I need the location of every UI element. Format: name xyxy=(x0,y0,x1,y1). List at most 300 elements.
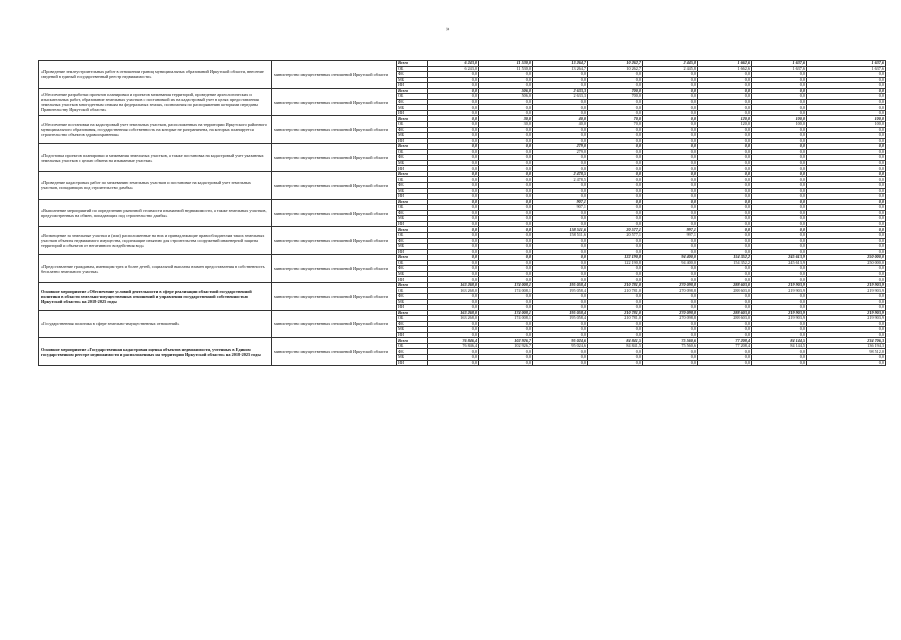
amount-cell: 0,0 xyxy=(807,221,886,227)
amount-cell: 0,0 xyxy=(588,244,643,250)
amount-cell: 0,0 xyxy=(428,354,479,360)
amount-cell: 0,0 xyxy=(588,305,643,311)
amount-cell: 219 903,9 xyxy=(752,288,807,294)
amount-cell: 0,0 xyxy=(698,299,752,305)
amount-cell: 174 008,1 xyxy=(479,288,533,294)
amount-cell: 0,0 xyxy=(698,188,752,194)
amount-cell: 0,0 xyxy=(428,238,479,244)
amount-cell: 0,0 xyxy=(643,327,698,333)
amount-cell: 0,0 xyxy=(588,321,643,327)
amount-cell: 174 008,1 xyxy=(479,316,533,322)
amount-cell: 0,0 xyxy=(533,238,588,244)
amount-cell: 163 268,0 xyxy=(428,316,479,322)
amount-cell: 0,0 xyxy=(698,138,752,144)
amount-cell: 0,0 xyxy=(807,110,886,116)
amount-cell: 0,0 xyxy=(588,349,643,355)
amount-cell: 0,0 xyxy=(479,260,533,266)
amount-cell: 77 208,4 xyxy=(698,338,752,344)
responsible-executor: министерство имущественных отношений Иркутской области xyxy=(272,255,397,283)
amount-cell: 270 098,8 xyxy=(643,288,698,294)
amount-cell: 0,0 xyxy=(533,138,588,144)
funding-source: МБ xyxy=(397,299,428,305)
amount-cell: 0,0 xyxy=(807,293,886,299)
funding-source: ИИ xyxy=(397,83,428,89)
amount-cell: 0,0 xyxy=(479,138,533,144)
responsible-executor: министерство имущественных отношений Иркутской области xyxy=(272,88,397,116)
amount-cell: 0,0 xyxy=(698,305,752,311)
funding-source: МБ xyxy=(397,244,428,250)
amount-cell: 0,0 xyxy=(643,83,698,89)
amount-cell: 0,0 xyxy=(533,216,588,222)
amount-cell: 76 846,4 xyxy=(428,343,479,349)
funding-source: Всего xyxy=(397,282,428,288)
measure-description: «Государственная политика в сфере земельно-имущественных отношений» xyxy=(39,310,272,338)
funding-source: ИИ xyxy=(397,194,428,200)
amount-cell: 0,0 xyxy=(643,155,698,161)
amount-cell: 0,0 xyxy=(698,244,752,250)
amount-cell: 120,0 xyxy=(698,116,752,122)
amount-cell: 0,0 xyxy=(643,216,698,222)
amount-cell: 0,0 xyxy=(428,199,479,205)
amount-cell: 0,0 xyxy=(428,360,479,366)
amount-cell: 0,0 xyxy=(479,232,533,238)
amount-cell: 0,0 xyxy=(428,99,479,105)
amount-cell: 0,0 xyxy=(588,188,643,194)
amount-cell: 0,0 xyxy=(643,171,698,177)
amount-cell: 11 530,0 xyxy=(479,66,533,72)
amount-cell: 0,0 xyxy=(807,244,886,250)
amount-cell: 0,0 xyxy=(588,171,643,177)
amount-cell: 997,1 xyxy=(643,227,698,233)
funding-source: Всего xyxy=(397,338,428,344)
amount-cell: 0,0 xyxy=(807,171,886,177)
amount-cell: 0,0 xyxy=(428,327,479,333)
funding-source: Всего xyxy=(397,116,428,122)
amount-cell: 0,0 xyxy=(752,205,807,211)
amount-cell: 0,0 xyxy=(588,138,643,144)
amount-cell: 0,0 xyxy=(428,299,479,305)
amount-cell: 0,0 xyxy=(588,160,643,166)
amount-cell: 0,0 xyxy=(643,210,698,216)
amount-cell: 0,0 xyxy=(807,227,886,233)
amount-cell: 0,0 xyxy=(643,72,698,78)
amount-cell: 0,0 xyxy=(643,127,698,133)
funding-source: ОБ xyxy=(397,260,428,266)
amount-cell: 0,0 xyxy=(807,188,886,194)
amount-cell: 77 208,4 xyxy=(698,343,752,349)
amount-cell: 0,0 xyxy=(428,305,479,311)
funding-source: ФБ xyxy=(397,321,428,327)
amount-cell: 288 603,0 xyxy=(698,310,752,316)
amount-cell: 0,0 xyxy=(428,205,479,211)
amount-cell: 907,1 xyxy=(533,205,588,211)
amount-cell: 0,0 xyxy=(428,77,479,83)
amount-cell: 0,0 xyxy=(588,360,643,366)
responsible-executor: министерство имущественных отношений Иркутской области xyxy=(272,116,397,144)
funding-source: ОБ xyxy=(397,343,428,349)
amount-cell: 0,0 xyxy=(807,127,886,133)
measure-description: «Обеспечение постановки на кадастровый учет земельных участков, расположенных на территории Иркутского районного муниципального образования, государственная собственность на которые не разграничена, на которых планируется строительство объектов здравоохранения» xyxy=(39,116,272,144)
amount-cell: 0,0 xyxy=(807,327,886,333)
amount-cell: 0,0 xyxy=(698,354,752,360)
amount-cell: 0,0 xyxy=(479,327,533,333)
amount-cell: 0,0 xyxy=(588,205,643,211)
amount-cell: 907,1 xyxy=(533,199,588,205)
amount-cell: 0,0 xyxy=(643,194,698,200)
amount-cell: 76 846,4 xyxy=(428,338,479,344)
amount-cell: 163 268,0 xyxy=(428,310,479,316)
amount-cell: 0,0 xyxy=(807,354,886,360)
funding-source: ФБ xyxy=(397,266,428,272)
amount-cell: 250 000,0 xyxy=(807,260,886,266)
amount-cell: 158 511,6 xyxy=(533,227,588,233)
amount-cell: 0,0 xyxy=(752,349,807,355)
measure-description: «Проведение землеустроительных работ в отношении границ муниципальных образований Иркутской области, внесение сведений в единый государственный реестр недвижимости» xyxy=(39,61,272,89)
amount-cell: 0,0 xyxy=(533,155,588,161)
funding-source: МБ xyxy=(397,105,428,111)
funding-source: Всего xyxy=(397,227,428,233)
amount-cell: 0,0 xyxy=(479,249,533,255)
amount-cell: 0,0 xyxy=(698,277,752,283)
amount-cell: 0,0 xyxy=(698,105,752,111)
amount-cell: 0,0 xyxy=(698,216,752,222)
measure-description: Основное мероприятие «Обеспечение условий деятельности в сфере реализации областной государственной политики в области земельно-имущественных отношений и управления государственной собственностью Иркутской области» на 2018-2025 годы xyxy=(39,282,272,310)
amount-cell: 0,0 xyxy=(479,293,533,299)
amount-cell: 0,0 xyxy=(807,266,886,272)
amount-cell: 0,0 xyxy=(698,271,752,277)
amount-cell: 0,0 xyxy=(588,332,643,338)
amount-cell: 0,0 xyxy=(428,349,479,355)
amount-cell: 0,0 xyxy=(428,271,479,277)
funding-source: ОБ xyxy=(397,177,428,183)
responsible-executor: министерство имущественных отношений Иркутской области xyxy=(272,338,397,366)
amount-cell: 0,0 xyxy=(807,305,886,311)
amount-cell: 0,0 xyxy=(807,332,886,338)
amount-cell: 0,0 xyxy=(698,227,752,233)
measure-description: «Проведение кадастровых работ по межеванию земельных участков и постановке на кадастровый учет земельных участков, попадающих под строительство дамбы» xyxy=(39,171,272,199)
amount-cell: 0,0 xyxy=(807,105,886,111)
amount-cell: 250 000,0 xyxy=(807,255,886,261)
amount-cell: 0,0 xyxy=(479,77,533,83)
amount-cell: 219 903,9 xyxy=(807,282,886,288)
amount-cell: 0,0 xyxy=(588,249,643,255)
funding-source: ИИ xyxy=(397,305,428,311)
amount-cell: 0,0 xyxy=(698,177,752,183)
funding-source: Всего xyxy=(397,199,428,205)
measure-description: «Выполнение мероприятий по определению рыночной стоимости изымаемой недвижимости, а также земельных участков, предусмотренных на обмен, попадающих под строительство дамбы» xyxy=(39,199,272,227)
amount-cell: 0,0 xyxy=(428,138,479,144)
amount-cell: 0,0 xyxy=(643,110,698,116)
amount-cell: 2 478,5 xyxy=(533,177,588,183)
amount-cell: 0,0 xyxy=(588,183,643,189)
funding-source: Всего xyxy=(397,61,428,67)
amount-cell: 84 144,5 xyxy=(752,338,807,344)
amount-cell: 2 633,3 xyxy=(533,94,588,100)
amount-cell: 0,0 xyxy=(752,149,807,155)
amount-cell: 0,0 xyxy=(533,83,588,89)
amount-cell: 0,0 xyxy=(643,321,698,327)
amount-cell: 1 637,6 xyxy=(752,66,807,72)
amount-cell: 0,0 xyxy=(643,349,698,355)
amount-cell: 0,0 xyxy=(479,277,533,283)
amount-cell: 0,0 xyxy=(479,149,533,155)
amount-cell: 0,0 xyxy=(752,277,807,283)
amount-cell: 245 613,9 xyxy=(752,255,807,261)
funding-source: ОБ xyxy=(397,205,428,211)
amount-cell: 219 903,9 xyxy=(752,282,807,288)
amount-cell: 700,0 xyxy=(588,94,643,100)
page-mark: » xyxy=(446,25,450,33)
amount-cell: 0,0 xyxy=(479,188,533,194)
funding-source: МБ xyxy=(397,327,428,333)
amount-cell: 0,0 xyxy=(533,327,588,333)
amount-cell: 0,0 xyxy=(588,133,643,139)
amount-cell: 0,0 xyxy=(533,166,588,172)
responsible-executor: министерство имущественных отношений Иркутской области xyxy=(272,171,397,199)
amount-cell: 0,0 xyxy=(807,277,886,283)
amount-cell: 0,0 xyxy=(752,171,807,177)
amount-cell: 0,0 xyxy=(643,149,698,155)
amount-cell: 234 706,3 xyxy=(807,338,886,344)
amount-cell: 0,0 xyxy=(698,221,752,227)
amount-cell: 0,0 xyxy=(533,266,588,272)
funding-source: МБ xyxy=(397,354,428,360)
amount-cell: 0,0 xyxy=(428,177,479,183)
amount-cell: 0,0 xyxy=(752,232,807,238)
amount-cell: 100,0 xyxy=(807,116,886,122)
amount-cell: 0,0 xyxy=(533,77,588,83)
funding-source: МБ xyxy=(397,77,428,83)
amount-cell: 0,0 xyxy=(807,88,886,94)
amount-cell: 0,0 xyxy=(533,194,588,200)
amount-cell: 0,0 xyxy=(807,216,886,222)
amount-cell: 0,0 xyxy=(752,88,807,94)
amount-cell: 174 008,1 xyxy=(479,282,533,288)
funding-source: ОБ xyxy=(397,232,428,238)
amount-cell: 0,0 xyxy=(428,293,479,299)
amount-cell: 0,0 xyxy=(698,133,752,139)
amount-cell: 0,0 xyxy=(807,299,886,305)
funding-source: МБ xyxy=(397,160,428,166)
amount-cell: 0,0 xyxy=(479,255,533,261)
amount-cell: 0,0 xyxy=(698,171,752,177)
amount-cell: 0,0 xyxy=(807,194,886,200)
amount-cell: 0,0 xyxy=(643,360,698,366)
amount-cell: 195 058,4 xyxy=(533,282,588,288)
funding-source: ФБ xyxy=(397,293,428,299)
amount-cell: 0,0 xyxy=(643,199,698,205)
amount-cell: 0,0 xyxy=(752,293,807,299)
amount-cell: 0,0 xyxy=(698,321,752,327)
amount-cell: 95 024,6 xyxy=(533,343,588,349)
amount-cell: 0,0 xyxy=(533,321,588,327)
amount-cell: 195 058,4 xyxy=(533,316,588,322)
amount-cell: 0,0 xyxy=(807,99,886,105)
amount-cell: 0,0 xyxy=(698,83,752,89)
amount-cell: 0,0 xyxy=(588,99,643,105)
amount-cell: 0,0 xyxy=(752,83,807,89)
amount-cell: 0,0 xyxy=(533,133,588,139)
amount-cell: 0,0 xyxy=(752,271,807,277)
amount-cell: 0,0 xyxy=(752,144,807,150)
amount-cell: 0,0 xyxy=(428,216,479,222)
amount-cell: 0,0 xyxy=(643,238,698,244)
amount-cell: 0,0 xyxy=(807,321,886,327)
amount-cell: 0,0 xyxy=(698,166,752,172)
amount-cell: 0,0 xyxy=(588,105,643,111)
amount-cell: 0,0 xyxy=(752,238,807,244)
responsible-executor: министерство имущественных отношений Иркутской области xyxy=(272,144,397,172)
amount-cell: 40,0 xyxy=(533,122,588,128)
amount-cell: 2 478,5 xyxy=(533,171,588,177)
amount-cell: 0,0 xyxy=(752,266,807,272)
amount-cell: 0,0 xyxy=(428,171,479,177)
amount-cell: 0,0 xyxy=(428,232,479,238)
amount-cell: 0,0 xyxy=(479,166,533,172)
amount-cell: 0,0 xyxy=(698,360,752,366)
amount-cell: 0,0 xyxy=(752,133,807,139)
funding-source: Всего xyxy=(397,171,428,177)
amount-cell: 0,0 xyxy=(752,194,807,200)
amount-cell: 0,0 xyxy=(479,216,533,222)
amount-cell: 84 144,5 xyxy=(752,343,807,349)
amount-cell: 219 903,9 xyxy=(807,316,886,322)
funding-source: Всего xyxy=(397,88,428,94)
amount-cell: 0,0 xyxy=(752,199,807,205)
amount-cell: 0,0 xyxy=(698,266,752,272)
amount-cell: 2 633,3 xyxy=(533,88,588,94)
amount-cell: 0,0 xyxy=(479,271,533,277)
funding-source: ИИ xyxy=(397,166,428,172)
amount-cell: 0,0 xyxy=(479,177,533,183)
amount-cell: 0,0 xyxy=(807,155,886,161)
amount-cell: 0,0 xyxy=(698,88,752,94)
funding-source: ИИ xyxy=(397,110,428,116)
amount-cell: 0,0 xyxy=(428,116,479,122)
amount-cell: 0,0 xyxy=(643,183,698,189)
amount-cell: 136 194,3 xyxy=(807,343,886,349)
amount-cell: 0,0 xyxy=(643,122,698,128)
funding-source: ФБ xyxy=(397,127,428,133)
amount-cell: 0,0 xyxy=(643,88,698,94)
amount-cell: 210 781,0 xyxy=(588,316,643,322)
amount-cell: 279,0 xyxy=(533,144,588,150)
amount-cell: 0,0 xyxy=(428,221,479,227)
amount-cell: 210 781,0 xyxy=(588,310,643,316)
amount-cell: 0,0 xyxy=(479,105,533,111)
amount-cell: 122 190,8 xyxy=(588,255,643,261)
amount-cell: 0,0 xyxy=(428,210,479,216)
amount-cell: 210 781,0 xyxy=(588,282,643,288)
amount-cell: 0,0 xyxy=(752,183,807,189)
amount-cell: 0,0 xyxy=(533,360,588,366)
amount-cell: 0,0 xyxy=(698,210,752,216)
amount-cell: 0,0 xyxy=(752,177,807,183)
amount-cell: 0,0 xyxy=(807,205,886,211)
amount-cell: 0,0 xyxy=(698,194,752,200)
amount-cell: 0,0 xyxy=(698,160,752,166)
amount-cell: 100,0 xyxy=(807,122,886,128)
amount-cell: 0,0 xyxy=(533,293,588,299)
amount-cell: 0,0 xyxy=(479,155,533,161)
amount-cell: 1 637,6 xyxy=(752,61,807,67)
amount-cell: 0,0 xyxy=(643,221,698,227)
amount-cell: 0,0 xyxy=(428,194,479,200)
amount-cell: 20 577,1 xyxy=(588,227,643,233)
funding-source: ФБ xyxy=(397,72,428,78)
amount-cell: 0,0 xyxy=(479,183,533,189)
amount-cell: 0,0 xyxy=(533,127,588,133)
amount-cell: 0,0 xyxy=(533,188,588,194)
measure-description: «Предоставление гражданам, имеющим трех и более детей, социальной выплаты взамен предоставления в собственность бесплатно земельного участка» xyxy=(39,255,272,283)
amount-cell: 0,0 xyxy=(752,94,807,100)
amount-cell: 0,0 xyxy=(752,72,807,78)
amount-cell: 997,1 xyxy=(643,232,698,238)
amount-cell: 0,0 xyxy=(752,99,807,105)
funding-source: ОБ xyxy=(397,94,428,100)
amount-cell: 13 264,7 xyxy=(533,66,588,72)
amount-cell: 102 926,7 xyxy=(479,343,533,349)
amount-cell: 0,0 xyxy=(643,144,698,150)
amount-cell: 0,0 xyxy=(588,166,643,172)
amount-cell: 0,0 xyxy=(479,99,533,105)
funding-source: МБ xyxy=(397,271,428,277)
amount-cell: 0,0 xyxy=(698,349,752,355)
amount-cell: 0,0 xyxy=(533,105,588,111)
amount-cell: 158 511,6 xyxy=(533,232,588,238)
amount-cell: 10 262,7 xyxy=(588,66,643,72)
budget-table xyxy=(38,60,886,366)
amount-cell: 0,0 xyxy=(588,199,643,205)
amount-cell: 0,0 xyxy=(643,188,698,194)
amount-cell: 0,0 xyxy=(643,166,698,172)
amount-cell: 0,0 xyxy=(752,249,807,255)
amount-cell: 0,0 xyxy=(533,305,588,311)
amount-cell: 0,0 xyxy=(588,72,643,78)
amount-cell: 0,0 xyxy=(698,293,752,299)
amount-cell: 0,0 xyxy=(533,110,588,116)
amount-cell: 0,0 xyxy=(643,77,698,83)
amount-cell: 0,0 xyxy=(479,227,533,233)
amount-cell: 0,0 xyxy=(533,332,588,338)
amount-cell: 0,0 xyxy=(428,105,479,111)
amount-cell: 0,0 xyxy=(752,227,807,233)
amount-cell: 0,0 xyxy=(752,138,807,144)
amount-cell: 0,0 xyxy=(428,188,479,194)
amount-cell: 0,0 xyxy=(752,155,807,161)
funding-source: ИИ xyxy=(397,221,428,227)
amount-cell: 0,0 xyxy=(533,271,588,277)
amount-cell: 94 400,0 xyxy=(643,260,698,266)
amount-cell: 270 098,8 xyxy=(643,316,698,322)
amount-cell: 0,0 xyxy=(479,305,533,311)
amount-cell: 219 903,9 xyxy=(752,316,807,322)
amount-cell: 0,0 xyxy=(643,133,698,139)
amount-cell: 0,0 xyxy=(807,166,886,172)
amount-cell: 288 603,0 xyxy=(698,288,752,294)
amount-cell: 1 662,6 xyxy=(698,66,752,72)
amount-cell: 0,0 xyxy=(479,144,533,150)
amount-cell: 0,0 xyxy=(479,199,533,205)
amount-cell: 0,0 xyxy=(479,171,533,177)
amount-cell: 0,0 xyxy=(533,99,588,105)
amount-cell: 219 903,9 xyxy=(752,310,807,316)
amount-cell: 0,0 xyxy=(752,305,807,311)
funding-source: ИИ xyxy=(397,138,428,144)
budget-table-body xyxy=(39,61,886,366)
amount-cell: 20 577,1 xyxy=(588,232,643,238)
amount-cell: 0,0 xyxy=(643,94,698,100)
